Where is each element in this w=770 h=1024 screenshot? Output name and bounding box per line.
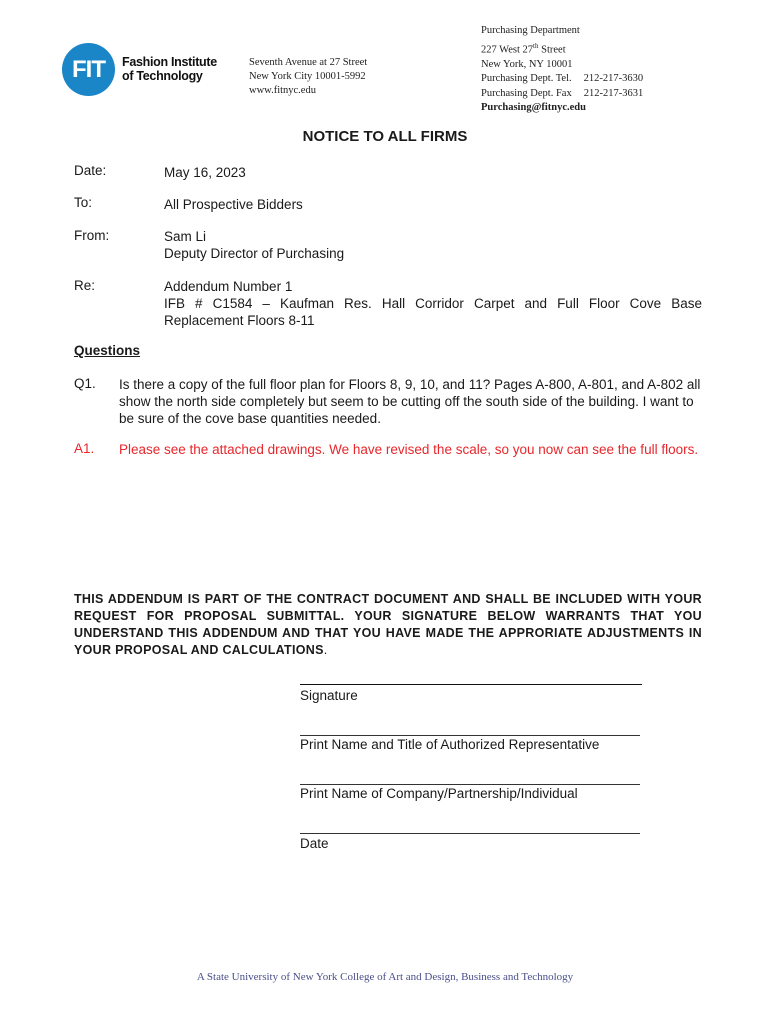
dept-name: Purchasing Department (481, 25, 580, 36)
print-name-label: Print Name and Title of Authorized Representative (300, 737, 600, 752)
footer-tagline: A State University of New York College of Art and Design, Business and Technology (196, 971, 574, 983)
purchasing-contact-block (481, 24, 643, 116)
q1-label: Q1. (74, 376, 96, 391)
a1-text: Please see the attached drawings. We have revised the scale, so you now can see the full floors. (119, 442, 699, 457)
to-value: All Prospective Bidders (164, 197, 303, 212)
campus-address (249, 56, 367, 98)
company-name-label: Print Name of Company/Partnership/Individual (300, 786, 578, 801)
address-line-3: www.fitnyc.edu (249, 85, 316, 96)
dept-tel-label: Purchasing Dept. Tel. (481, 73, 572, 84)
re-line-2: IFB # C1584 – Kaufman Res. Hall Corridor Carpet and Full Floor Cove Base (164, 296, 702, 311)
to-label: To: (74, 195, 93, 210)
addendum-statement-end: . (323, 643, 328, 657)
print-name-line[interactable] (300, 735, 640, 736)
dept-fax-number: 212-217-3631 (583, 87, 644, 99)
dept-street-suffix: Street (538, 44, 566, 55)
company-name-line[interactable] (300, 784, 640, 785)
dept-fax (481, 87, 643, 102)
re-label: Re: (74, 278, 96, 293)
dept-city: New York, NY 10001 (481, 58, 573, 70)
re-line-3: Replacement Floors 8-11 (164, 313, 315, 328)
logo-line-1: Fashion Institute (122, 55, 217, 69)
dept-email: Purchasing@fitnyc.edu (481, 102, 586, 113)
dept-fax-label: Purchasing Dept. Fax (481, 87, 572, 99)
date-value: May 16, 2023 (164, 165, 246, 180)
page-title: NOTICE TO ALL FIRMS (302, 128, 468, 145)
address-line-1: Seventh Avenue at 27 Street (249, 57, 368, 68)
date-sign-label: Date (300, 836, 329, 851)
address-line-2: New York City 10001-5992 (249, 71, 366, 82)
addendum-statement (74, 591, 702, 659)
questions-heading: Questions (74, 343, 141, 358)
dept-street-prefix: 227 West 27 (481, 44, 534, 55)
from-name: Sam Li (164, 229, 207, 244)
q1-text: Is there a copy of the full floor plan for Floors 8, 9, 10, and 11? Pages A-800, A-801, and A-802 all show the north side completely but seem to be cutting off the south side of the building. I want to be sure of the cove base quantities needed. (119, 377, 701, 426)
signature-line[interactable] (300, 684, 642, 685)
re-value (164, 278, 702, 329)
dept-street (481, 39, 643, 58)
date-label: Date: (74, 163, 107, 178)
signature-label: Signature (300, 688, 358, 703)
logo-line-2: of Technology (122, 69, 203, 83)
from-title: Deputy Director of Purchasing (164, 246, 345, 261)
fit-logo-wordmark (122, 55, 217, 83)
addendum-statement-text: THIS ADDENDUM IS PART OF THE CONTRACT DOCUMENT AND SHALL BE INCLUDED WITH YOUR REQUEST FOR PROPOSAL SUBMITTAL. YOUR SIGNATURE BELOW WARRANTS THAT YOU UNDERSTAND THIS ADDENDUM AND THAT YOU HAVE MADE THE APPRORIATE ADJUSTMENTS IN YOUR PROPOSAL AND CALCULATIONS (74, 592, 702, 657)
re-line-1: Addendum Number 1 (164, 279, 293, 294)
from-value (164, 228, 344, 262)
a1-label: A1. (74, 441, 95, 456)
from-label: From: (74, 228, 110, 243)
dept-street-sup: th (533, 41, 539, 50)
fit-logo-mark: FIT (62, 43, 115, 96)
date-line[interactable] (300, 833, 640, 834)
dept-tel (481, 72, 643, 87)
dept-tel-number: 212-217-3630 (583, 73, 644, 84)
